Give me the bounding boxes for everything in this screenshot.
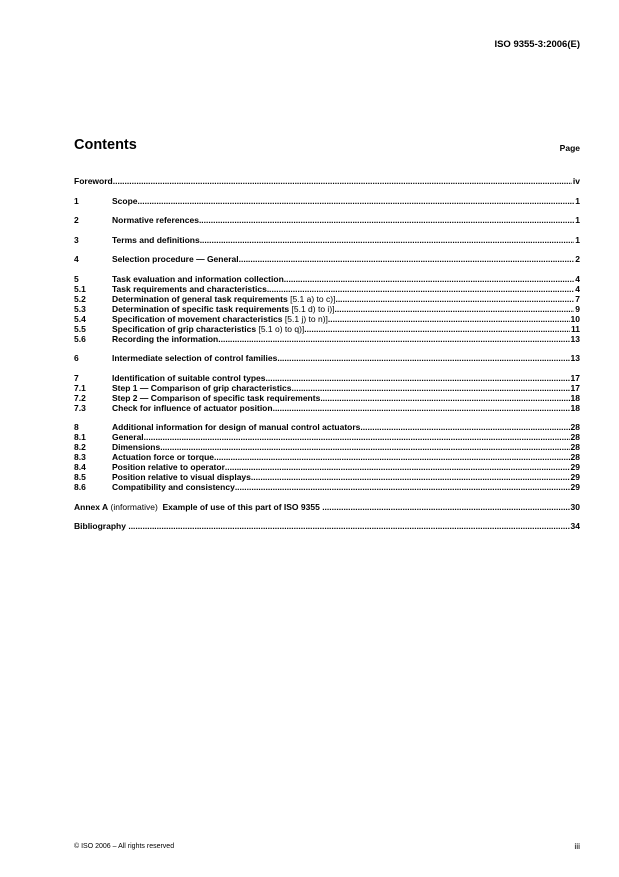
toc-entry-page: 29 — [570, 472, 580, 482]
toc-entry-title: Bibliography — [74, 521, 126, 531]
toc-entry-number: 1 — [74, 195, 79, 206]
toc-entry-title: Terms and definitions — [112, 234, 200, 245]
dot-leader — [328, 314, 570, 324]
toc-entry[interactable] — [74, 294, 580, 304]
toc-entry-page: 1 — [575, 215, 580, 225]
dot-leader — [251, 472, 570, 482]
dot-leader — [335, 304, 575, 314]
toc-entry-number: 7.2 — [74, 392, 86, 403]
toc-entry-number: 8.5 — [74, 472, 86, 482]
toc-entry-page: iv — [572, 176, 580, 186]
toc-entry-title: Position relative to visual displays — [112, 472, 251, 482]
dot-leader — [284, 274, 575, 284]
dot-leader — [128, 521, 569, 531]
toc-entry-number: 5.4 — [74, 313, 86, 324]
toc-entry[interactable] — [74, 314, 580, 324]
dot-leader — [292, 383, 570, 393]
toc-entry-page: 28 — [570, 422, 580, 432]
dot-leader — [239, 254, 575, 264]
toc-entry[interactable] — [74, 304, 580, 314]
toc-entry-page: 30 — [570, 501, 580, 512]
toc-entry-number: 8 — [74, 422, 79, 432]
toc-entry-number: 8.6 — [74, 482, 86, 492]
toc-entry-page: 13 — [570, 353, 580, 363]
toc-entry[interactable] — [74, 254, 580, 264]
dot-leader — [138, 196, 575, 206]
dot-leader — [218, 334, 569, 344]
toc-entry-number: 5.3 — [74, 303, 86, 314]
toc-entry[interactable] — [74, 472, 580, 482]
dot-leader — [235, 482, 570, 492]
toc-entry-reference: [5.1 a) to c)] — [290, 293, 336, 304]
dot-leader — [144, 432, 570, 442]
toc-entry-page: 18 — [570, 392, 580, 403]
toc-entry-title: Intermediate selection of control families — [112, 353, 278, 363]
toc-entry-page: 28 — [570, 452, 580, 462]
toc-entry-page: 29 — [570, 482, 580, 492]
toc-entry-page: 18 — [570, 402, 580, 413]
toc-entry-page: 28 — [570, 442, 580, 452]
toc-entry-title: Step 2 — Comparison of specific task requirements — [112, 392, 321, 403]
dot-leader — [160, 442, 569, 452]
dot-leader — [214, 452, 570, 462]
toc-entry-page: 10 — [570, 313, 580, 324]
toc-entry-reference: [5.1 o) to q)] — [258, 323, 305, 334]
toc-entry-annex-a[interactable] — [74, 502, 580, 512]
toc-entry-number: 3 — [74, 234, 79, 245]
toc-entry-title: Specification of grip characteristics — [112, 323, 257, 334]
toc-entry-number: 7.1 — [74, 382, 86, 393]
dot-leader — [199, 215, 574, 225]
toc-entry-number: 7 — [74, 372, 79, 383]
toc-entry-number: 5 — [74, 273, 79, 284]
dot-leader — [200, 235, 575, 245]
toc-entry-number: 5.2 — [74, 293, 86, 304]
toc-entry-page: 34 — [570, 521, 580, 531]
toc-entry[interactable] — [74, 442, 580, 452]
toc-entry[interactable] — [74, 334, 580, 344]
page-column-label: Page — [559, 143, 580, 153]
dot-leader — [304, 324, 570, 334]
toc-entry-title: Normative references — [112, 215, 199, 225]
toc-entry-title: Task evaluation and information collection — [112, 273, 284, 284]
toc-entry[interactable] — [74, 482, 580, 492]
toc-entry-number: 8.3 — [74, 452, 86, 462]
toc-entry-title: Step 1 — Comparison of grip characteristics — [112, 382, 292, 393]
toc-entry-title: Determination of general task requirements — [112, 293, 288, 304]
toc-entry-page: 9 — [575, 303, 580, 314]
toc-entry-page: 4 — [575, 273, 580, 284]
toc-entry-page: 7 — [575, 293, 580, 304]
dot-leader — [277, 353, 569, 363]
toc-entry-foreword[interactable] — [74, 176, 580, 186]
dot-leader — [225, 462, 570, 472]
toc-entry-number: 5.6 — [74, 333, 86, 344]
toc-entry-bibliography[interactable] — [74, 521, 580, 531]
toc-entry-title: Actuation force or torque — [112, 452, 215, 462]
toc-entry-page: 1 — [575, 234, 580, 245]
dot-leader — [320, 393, 569, 403]
dot-leader — [322, 502, 569, 512]
toc-entry[interactable] — [74, 403, 580, 413]
toc-entry[interactable] — [74, 373, 580, 383]
dot-leader — [113, 176, 572, 186]
dot-leader — [273, 403, 570, 413]
toc-entry-page: 17 — [570, 382, 580, 393]
toc-entry-number: 8.2 — [74, 442, 86, 452]
dot-leader — [335, 294, 574, 304]
annex-label: Annex A — [74, 501, 109, 512]
toc-entry-number: 4 — [74, 254, 79, 264]
table-of-contents — [74, 176, 580, 531]
toc-entry-page: 29 — [570, 462, 580, 472]
toc-entry-page: 17 — [570, 372, 580, 383]
toc-entry-title: Compatibility and consistency — [112, 482, 235, 492]
dot-leader — [267, 284, 574, 294]
toc-entry-title: Example of use of this part of ISO 9355 — [162, 501, 320, 512]
toc-entry[interactable] — [74, 422, 580, 432]
toc-entry-number: 5.1 — [74, 283, 86, 294]
toc-entry-number: 8.1 — [74, 432, 86, 442]
toc-entry[interactable] — [74, 432, 580, 442]
toc-entry-title: Position relative to operator — [112, 462, 225, 472]
copyright-notice: © ISO 2006 – All rights reserved — [74, 843, 175, 850]
toc-entry-number: 7.3 — [74, 402, 86, 413]
toc-entry-page: 13 — [570, 333, 580, 344]
toc-entry-page: 2 — [575, 254, 580, 264]
toc-entry[interactable] — [74, 383, 580, 393]
toc-entry[interactable] — [74, 452, 580, 462]
toc-entry[interactable] — [74, 393, 580, 403]
toc-entry[interactable] — [74, 462, 580, 472]
toc-entry-page: 4 — [575, 283, 580, 294]
toc-entry-title: General — [112, 432, 144, 442]
toc-entry-number: 6 — [74, 353, 79, 363]
toc-entry-reference: [5.1 d) to i)] — [291, 303, 335, 314]
toc-entry-reference: [5.1 j) to n)] — [284, 313, 328, 324]
toc-entry-title: Dimensions — [112, 442, 161, 452]
toc-entry-page: 28 — [570, 432, 580, 442]
toc-entry-title: Recording the information — [112, 333, 219, 344]
toc-entry[interactable] — [74, 353, 580, 363]
toc-entry-page: 1 — [575, 195, 580, 206]
toc-entry-title: Determination of specific task requirements — [112, 303, 290, 314]
toc-entry[interactable] — [74, 274, 580, 284]
toc-entry-number: 8.4 — [74, 462, 86, 472]
contents-heading: Contents — [74, 137, 137, 153]
annex-type: (informative) — [110, 501, 158, 512]
toc-entry-page: 11 — [571, 323, 580, 334]
toc-entry-number: 5.5 — [74, 323, 86, 334]
toc-entry[interactable] — [74, 284, 580, 294]
toc-entry-title: Identification of suitable control types — [112, 372, 266, 383]
toc-entry-title: Selection procedure — General — [112, 254, 239, 264]
toc-entry-title: Scope — [112, 195, 138, 206]
toc-entry[interactable] — [74, 235, 580, 245]
toc-entry-title: Additional information for design of manual control actuators — [112, 422, 361, 432]
toc-entry-number: 2 — [74, 215, 79, 225]
dot-leader — [266, 373, 570, 383]
toc-entry[interactable] — [74, 196, 580, 206]
document-id: ISO 9355-3:2006(E) — [494, 39, 580, 50]
page-number: iii — [574, 841, 580, 851]
toc-entry[interactable] — [74, 324, 580, 334]
toc-entry-title: Foreword — [74, 176, 113, 186]
toc-entry-title: Task requirements and characteristics — [112, 283, 267, 294]
toc-entry-title: Specification of movement characteristics — [112, 313, 283, 324]
dot-leader — [360, 422, 569, 432]
toc-entry[interactable] — [74, 215, 580, 225]
toc-entry-title: Check for influence of actuator position — [112, 402, 273, 413]
